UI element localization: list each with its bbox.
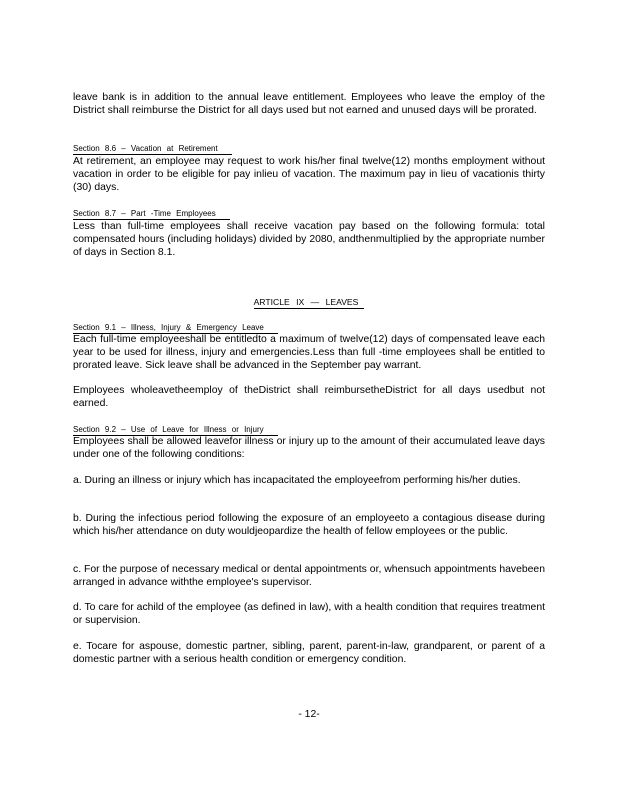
section-8-7-heading: Section 8.7 – Part -Time Employees: [73, 209, 230, 220]
list-item-e: e. Tocare for aspouse, domestic partner, sibling, parent, parent-in-law, grandparent, or parent of a domestic partner with a serious health condition or emergency condition.: [73, 641, 545, 665]
intro-paragraph: leave bank is in addition to the annual leave entitlement. Employees who leave the employ of the District shall reimburse the District for all days used but not earned and unused days will be prorated.: [73, 92, 545, 116]
section-8-6-heading: Section 8.6 – Vacation at Retirement: [73, 144, 232, 155]
section-8-7-body: Less than full-time employees shall receive vacation pay based on the following formula: total compensated hours (including holidays) divided by 2080, andthenmultiplied by the appropriate number of days in Section 8.1.: [73, 221, 545, 258]
section-9-2-heading: Section 9.2 – Use of Leave for Illness or Injury: [73, 425, 278, 436]
list-item-b: b. During the infectious period following the exposure of an employeeto a contagious disease during which his/her attendance on duty wouldjeopardize the health of fellow employees or the public.: [73, 513, 545, 537]
section-9-1-body-2: Employees wholeavetheemploy of theDistrict shall reimbursetheDistrict for all days usedbut not earned.: [73, 385, 545, 409]
list-item-a: a. During an illness or injury which has incapacitated the employeefrom performing his/her duties.: [73, 475, 521, 486]
article-title-text: ARTICLE IX — LEAVES: [254, 297, 365, 309]
section-9-2-body: Employees shall be allowed leavefor illness or injury up to the amount of their accumulated leave days under one of the following conditions:: [73, 436, 545, 460]
page-number: - 12-: [298, 709, 320, 720]
section-9-1-heading: Section 9.1 – Illness, Injury & Emergency Leave: [73, 323, 278, 334]
article-title: [0, 297, 618, 309]
list-item-c: c. For the purpose of necessary medical or dental appointments or, whensuch appointments havebeen arranged in advance withthe employee's supervisor.: [73, 564, 545, 588]
section-9-1-body: Each full-time employeeshall be entitledto a maximum of twelve(12) days of compensated leave each year to be used for illness, injury and emergencies.Less than full -time employees shall be entitled to prorated leave. Sick leave shall be advanced in the September pay warrant.: [73, 334, 545, 371]
section-8-6-body: At retirement, an employee may request to work his/her final twelve(12) months employment without vacation in order to be eligible for pay inlieu of vacation. The maximum pay in lieu of vacationis thirty (30) days.: [73, 156, 545, 193]
list-item-d: d. To care for achild of the employee (as defined in law), with a health condition that requires treatment or supervision.: [73, 602, 545, 626]
